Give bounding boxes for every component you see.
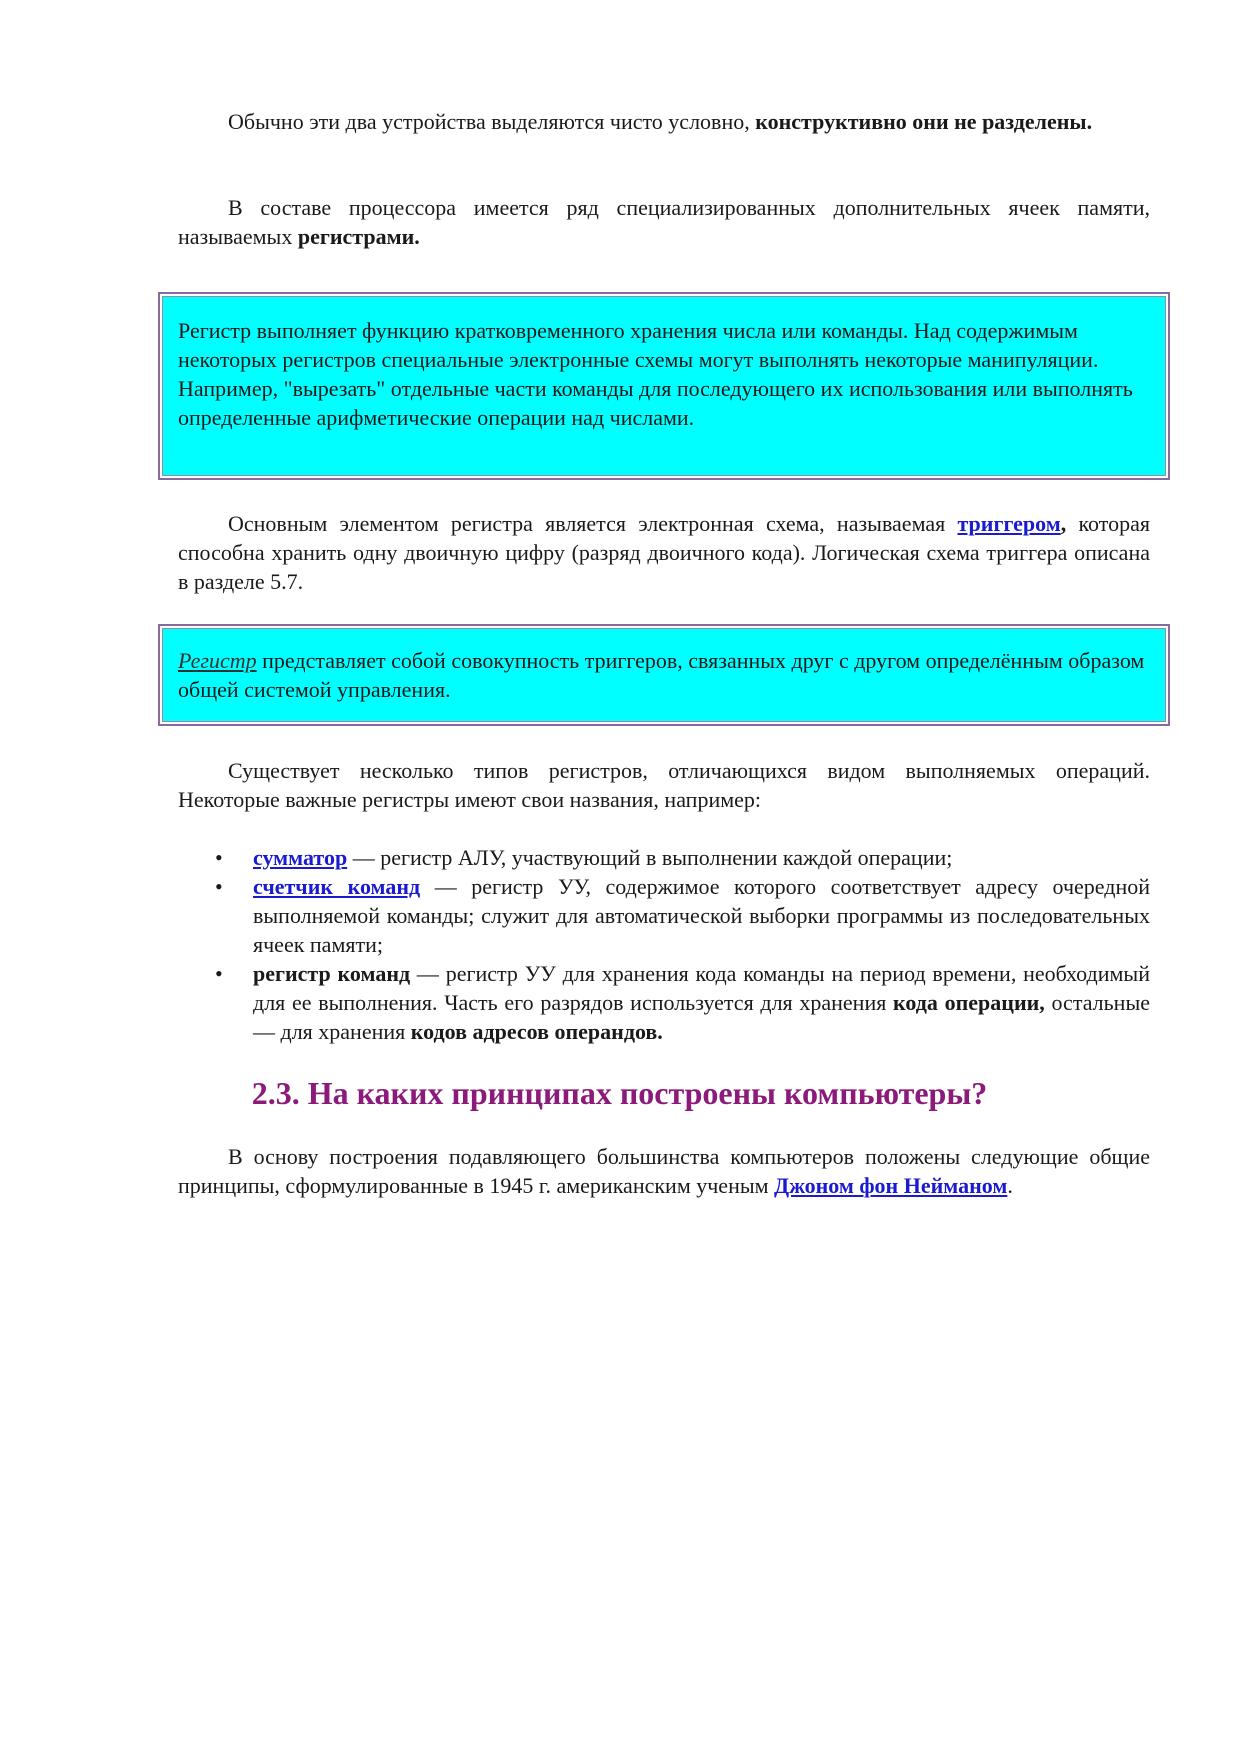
paragraph-devices: [178, 107, 1150, 136]
definition-box-register-function-text: Регистр выполняет функцию кратковременного хранения числа или команды. Над содержимым некоторых регистров специальные электронные схемы могут выполнять некоторые манипуляции. Например, "вырезать" отдельные части команды для последующего их использования или выполнять определенные арифметические операции над числами.: [178, 318, 1133, 430]
list-item-bold-opcode: кода операции,: [893, 990, 1045, 1015]
list-item-text: — регистр УУ для хранения кода команды на период времени, необходимый для ее выполнения. Часть его разрядов используется для хранения: [253, 961, 1150, 1015]
link-trigger[interactable]: триггером: [957, 511, 1061, 536]
register-types-list: [178, 843, 1150, 1046]
bullet-icon: •: [215, 845, 223, 870]
paragraph-register-types-text: Существует несколько типов регистров, отличающихся видом выполняемых операций. Некоторые важные регистры имеют свои названия, например:: [178, 758, 1150, 812]
paragraph-trigger-text-before: Основным элементом регистра является электронная схема, называемая: [228, 511, 958, 536]
definition-box-register-function: [158, 292, 1170, 480]
link-adder[interactable]: сумматор: [253, 845, 348, 870]
bullet-icon: •: [215, 961, 223, 986]
link-program-counter[interactable]: счетчик команд: [253, 874, 421, 899]
definition-box-register: [158, 624, 1170, 726]
paragraph-registers-intro: [178, 193, 1150, 251]
link-register[interactable]: Регистр: [178, 648, 257, 673]
paragraph-registers-intro-bold: регистрами.: [297, 224, 420, 249]
list-item-bold-term: регистр команд: [253, 961, 411, 986]
list-item: [178, 959, 1150, 1046]
paragraph-trigger: [178, 509, 1150, 596]
definition-box-register-text: представляет собой совокупность триггеров, связанных друг с другом определённым образом общей системой управления.: [178, 648, 1145, 702]
list-item-bold-addresses: кодов адресов операндов.: [410, 1019, 663, 1044]
list-item: [178, 843, 1150, 872]
paragraph-von-neumann: [178, 1142, 1150, 1200]
list-item: [178, 872, 1150, 959]
paragraph-devices-bold: конструктивно они не разделены.: [755, 109, 1093, 134]
paragraph-devices-text: Обычно эти два устройства выделяются чисто условно,: [228, 109, 756, 134]
paragraph-register-types: [178, 756, 1150, 814]
paragraph-trigger-comma: ,: [1060, 511, 1067, 536]
paragraph-von-neumann-text: В основу построения подавляющего большинства компьютеров положены следующие общие принципы, сформулированные в 1945 г. американским ученым: [178, 1144, 1150, 1198]
list-item-text-rest: остальные — для хранения: [253, 990, 1150, 1044]
bullet-icon: •: [215, 874, 223, 899]
paragraph-trigger-text-after: которая способна хранить одну двоичную цифру (разряд двоичного кода). Логическая схема триггера описана в разделе 5.7.: [178, 511, 1150, 594]
list-item-text: — регистр УУ, содержимое которого соответствует адресу очередной выполняемой команды; служит для автоматической выборки программы из последовательных ячеек памяти;: [253, 874, 1150, 957]
list-item-text: — регистр АЛУ, участвующий в выполнении каждой операции;: [347, 845, 953, 870]
definition-box-register-content: [178, 646, 1148, 704]
paragraph-registers-intro-text: В составе процессора имеется ряд специализированных дополнительных ячеек памяти, называемых: [178, 195, 1150, 249]
link-von-neumann[interactable]: Джоном фон Нейманом: [774, 1173, 1008, 1198]
section-heading: 2.3. На каких принципах построены компьютеры?: [251, 1075, 988, 1111]
paragraph-von-neumann-end: .: [1007, 1173, 1013, 1198]
